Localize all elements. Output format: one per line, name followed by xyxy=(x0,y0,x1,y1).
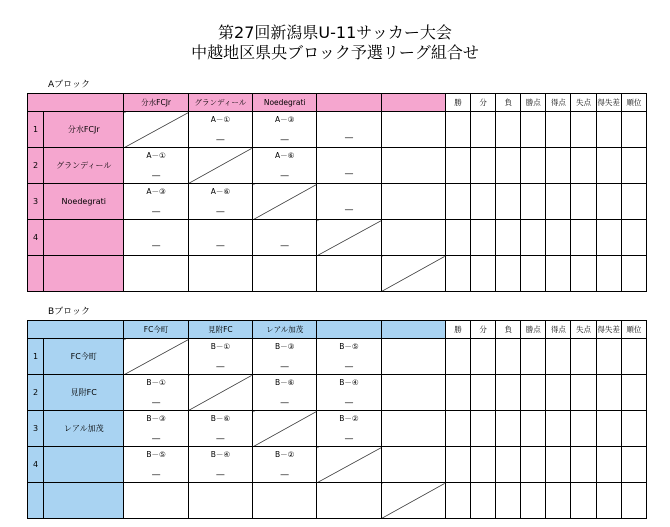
header-corner xyxy=(28,321,124,339)
match-cell xyxy=(188,411,252,447)
score-dash: — xyxy=(344,398,354,408)
row-number: 2 xyxy=(28,375,44,411)
match-cell xyxy=(317,112,381,148)
match-code: B－③ xyxy=(146,414,166,423)
match-cell xyxy=(317,375,381,411)
score-dash: — xyxy=(280,171,290,181)
table-row xyxy=(28,375,647,411)
match-cell xyxy=(253,447,317,483)
match-code: B－④ xyxy=(210,450,231,459)
row-number: 1 xyxy=(28,112,44,148)
column-team-4 xyxy=(317,321,381,339)
table-row xyxy=(28,339,647,375)
match-cell xyxy=(188,184,252,220)
match-code: A－① xyxy=(146,151,166,160)
stat-cell xyxy=(496,184,521,220)
block-a-table xyxy=(27,93,647,292)
score-dash: — xyxy=(151,398,161,408)
match-code: B－② xyxy=(274,450,295,459)
stat-cell xyxy=(571,375,596,411)
row-number: 4 xyxy=(28,447,44,483)
empty-cell xyxy=(381,411,445,447)
stat-header-goal-diff: 得失差 xyxy=(596,94,621,112)
row-number: 2 xyxy=(28,148,44,184)
diagonal-cell xyxy=(317,220,381,256)
stat-cell xyxy=(521,411,546,447)
match-cell xyxy=(124,148,188,184)
tournament-title: 第27回新潟県U-11サッカー大会 xyxy=(218,23,452,42)
header-corner xyxy=(28,94,124,112)
match-cell xyxy=(188,112,252,148)
stat-cell xyxy=(496,112,521,148)
stat-cell xyxy=(445,112,470,148)
match-code: B－⑥ xyxy=(274,378,295,387)
stat-header-losses: 負 xyxy=(496,94,521,112)
tournament-subtitle: 中越地区県央ブロック予選リーグ組合せ xyxy=(191,43,479,62)
stat-cell xyxy=(596,411,621,447)
stat-header-rank: 順位 xyxy=(621,321,646,339)
empty-cell xyxy=(381,148,445,184)
stat-cell xyxy=(596,447,621,483)
stat-cell xyxy=(445,339,470,375)
stat-cell xyxy=(546,112,571,148)
score-dash: — xyxy=(215,470,225,480)
stat-cell xyxy=(471,112,496,148)
stat-cell xyxy=(496,220,521,256)
match-cell xyxy=(124,447,188,483)
stat-cell xyxy=(521,220,546,256)
stat-cell xyxy=(496,483,521,519)
row-number: 3 xyxy=(28,184,44,220)
score-dash: — xyxy=(215,135,225,145)
table-row xyxy=(28,256,647,292)
row-team-name: 見附FC xyxy=(44,375,124,411)
column-team-5 xyxy=(381,321,445,339)
stat-cell xyxy=(445,447,470,483)
row-number xyxy=(28,256,44,292)
stat-cell xyxy=(496,447,521,483)
stat-cell xyxy=(471,375,496,411)
column-team-2: 見附FC xyxy=(188,321,252,339)
stat-cell xyxy=(445,148,470,184)
row-number: 3 xyxy=(28,411,44,447)
stat-cell xyxy=(546,220,571,256)
stat-cell xyxy=(496,339,521,375)
row-number xyxy=(28,483,44,519)
stat-cell xyxy=(571,184,596,220)
match-code: B－③ xyxy=(274,342,295,351)
stat-cell xyxy=(546,483,571,519)
stat-cell xyxy=(471,148,496,184)
stat-cell xyxy=(521,375,546,411)
stat-cell xyxy=(546,148,571,184)
match-code: A－③ xyxy=(146,187,166,196)
stat-header-draws: 分 xyxy=(471,94,496,112)
stat-cell xyxy=(571,112,596,148)
match-cell xyxy=(124,411,188,447)
match-cell xyxy=(317,339,381,375)
row-team-name: レアル加茂 xyxy=(44,411,124,447)
stat-cell xyxy=(521,112,546,148)
stat-header-goals-against: 失点 xyxy=(571,321,596,339)
score-dash: — xyxy=(280,470,290,480)
score-dash: — xyxy=(344,362,354,372)
empty-cell xyxy=(381,220,445,256)
stat-cell xyxy=(546,447,571,483)
stat-cell xyxy=(521,148,546,184)
stat-cell xyxy=(445,220,470,256)
table-row xyxy=(28,447,647,483)
row-team-name xyxy=(44,447,124,483)
row-team-name: 分水FCJr xyxy=(44,112,124,148)
empty-cell xyxy=(188,483,252,519)
score-dash: — xyxy=(151,171,161,181)
row-team-name xyxy=(44,483,124,519)
row-team-name: グランディール xyxy=(44,148,124,184)
block-a-label: Aブロック xyxy=(48,80,90,90)
stat-cell xyxy=(621,339,646,375)
match-code: A－⑥ xyxy=(275,151,295,160)
match-cell xyxy=(253,220,317,256)
stat-cell xyxy=(445,375,470,411)
table-row xyxy=(28,220,647,256)
stat-cell xyxy=(546,411,571,447)
table-row xyxy=(28,411,647,447)
column-team-5 xyxy=(381,94,445,112)
diagonal-cell xyxy=(253,184,317,220)
stat-cell xyxy=(571,339,596,375)
stat-cell xyxy=(596,148,621,184)
stat-cell xyxy=(496,375,521,411)
empty-cell xyxy=(381,375,445,411)
stat-cell xyxy=(596,375,621,411)
score-dash: — xyxy=(151,241,161,251)
score-dash: — xyxy=(215,434,225,444)
stat-cell xyxy=(445,184,470,220)
score-dash: — xyxy=(280,398,290,408)
match-cell xyxy=(317,411,381,447)
column-team-1: FC今町 xyxy=(124,321,188,339)
empty-cell xyxy=(188,256,252,292)
diagonal-cell xyxy=(381,256,445,292)
stat-cell xyxy=(571,220,596,256)
match-code: A－① xyxy=(210,115,231,124)
match-code: A－⑥ xyxy=(210,187,231,196)
empty-cell xyxy=(381,184,445,220)
match-cell xyxy=(124,184,188,220)
match-code: B－④ xyxy=(339,378,359,387)
stat-cell xyxy=(521,339,546,375)
match-code: A－③ xyxy=(275,115,295,124)
stat-header-losses: 負 xyxy=(496,321,521,339)
row-team-name: Noedegrati xyxy=(44,184,124,220)
match-code: B－① xyxy=(210,342,231,351)
stat-cell xyxy=(571,447,596,483)
empty-cell xyxy=(253,256,317,292)
column-team-4 xyxy=(317,94,381,112)
stat-header-goal-diff: 得失差 xyxy=(596,321,621,339)
match-cell xyxy=(124,375,188,411)
stat-cell xyxy=(445,256,470,292)
table-row xyxy=(28,112,647,148)
block-b-table xyxy=(27,320,647,519)
column-team-3: Noedegrati xyxy=(253,94,317,112)
match-cell xyxy=(188,339,252,375)
column-team-2: グランディール xyxy=(188,94,252,112)
stat-cell xyxy=(546,184,571,220)
stat-header-goals-for: 得点 xyxy=(546,321,571,339)
match-cell xyxy=(253,339,317,375)
score-dash: — xyxy=(280,362,290,372)
table-row xyxy=(28,184,647,220)
stat-cell xyxy=(546,339,571,375)
stat-cell xyxy=(596,184,621,220)
match-code: B－① xyxy=(146,378,166,387)
diagonal-cell xyxy=(188,148,252,184)
stat-cell xyxy=(621,375,646,411)
score-dash: — xyxy=(215,241,225,251)
stat-cell xyxy=(521,447,546,483)
stat-cell xyxy=(496,256,521,292)
empty-cell xyxy=(253,483,317,519)
stat-cell xyxy=(496,148,521,184)
stat-cell xyxy=(445,411,470,447)
diagonal-cell xyxy=(253,411,317,447)
score-dash: — xyxy=(344,169,354,179)
stat-cell xyxy=(471,256,496,292)
empty-cell xyxy=(317,256,381,292)
block-b-label: Bブロック xyxy=(48,307,90,317)
stat-cell xyxy=(471,339,496,375)
empty-cell xyxy=(381,112,445,148)
score-dash: — xyxy=(151,434,161,444)
stat-cell xyxy=(621,447,646,483)
match-cell xyxy=(253,112,317,148)
stat-cell xyxy=(571,483,596,519)
match-cell xyxy=(253,375,317,411)
stat-cell xyxy=(571,411,596,447)
stat-cell xyxy=(621,256,646,292)
empty-cell xyxy=(381,339,445,375)
stat-cell xyxy=(521,256,546,292)
stat-cell xyxy=(596,483,621,519)
match-cell xyxy=(317,148,381,184)
stat-header-goals-against: 失点 xyxy=(571,94,596,112)
row-team-name: FC今町 xyxy=(44,339,124,375)
row-number: 4 xyxy=(28,220,44,256)
empty-cell xyxy=(124,256,188,292)
stat-header-points: 勝点 xyxy=(521,94,546,112)
stat-cell xyxy=(596,256,621,292)
match-code: B－⑥ xyxy=(210,414,231,423)
table-row xyxy=(28,483,647,519)
stat-cell xyxy=(571,148,596,184)
score-dash: — xyxy=(344,205,354,215)
match-cell xyxy=(253,148,317,184)
score-dash: — xyxy=(280,241,290,251)
stat-header-wins: 勝 xyxy=(445,94,470,112)
stat-cell xyxy=(445,483,470,519)
match-code: B－⑤ xyxy=(146,450,166,459)
match-cell xyxy=(317,184,381,220)
stat-cell xyxy=(596,220,621,256)
stat-cell xyxy=(596,112,621,148)
empty-cell xyxy=(317,483,381,519)
score-dash: — xyxy=(344,434,354,444)
stat-cell xyxy=(546,375,571,411)
stat-header-wins: 勝 xyxy=(445,321,470,339)
match-cell xyxy=(124,220,188,256)
stat-cell xyxy=(521,483,546,519)
score-dash: — xyxy=(215,207,225,217)
stat-header-rank: 順位 xyxy=(621,94,646,112)
column-team-1: 分水FCJr xyxy=(124,94,188,112)
stat-cell xyxy=(471,483,496,519)
score-dash: — xyxy=(215,362,225,372)
diagonal-cell xyxy=(381,483,445,519)
stat-cell xyxy=(471,447,496,483)
score-dash: — xyxy=(151,470,161,480)
stat-cell xyxy=(521,184,546,220)
stat-header-goals-for: 得点 xyxy=(546,94,571,112)
diagonal-cell xyxy=(124,339,188,375)
stat-cell xyxy=(621,148,646,184)
diagonal-cell xyxy=(188,375,252,411)
stat-cell xyxy=(496,411,521,447)
empty-cell xyxy=(381,447,445,483)
match-code: B－⑤ xyxy=(339,342,359,351)
stat-cell xyxy=(596,339,621,375)
diagonal-cell xyxy=(317,447,381,483)
stat-cell xyxy=(621,184,646,220)
stat-cell xyxy=(621,483,646,519)
match-cell xyxy=(188,447,252,483)
stat-cell xyxy=(471,220,496,256)
match-cell xyxy=(188,220,252,256)
score-dash: — xyxy=(344,133,354,143)
row-team-name xyxy=(44,256,124,292)
stat-cell xyxy=(471,411,496,447)
stat-cell xyxy=(546,256,571,292)
column-team-3: レアル加茂 xyxy=(253,321,317,339)
stat-cell xyxy=(621,220,646,256)
stat-header-points: 勝点 xyxy=(521,321,546,339)
stat-cell xyxy=(471,184,496,220)
stat-cell xyxy=(571,256,596,292)
score-dash: — xyxy=(151,207,161,217)
stat-cell xyxy=(621,112,646,148)
table-row xyxy=(28,148,647,184)
stat-header-draws: 分 xyxy=(471,321,496,339)
diagonal-cell xyxy=(124,112,188,148)
row-team-name xyxy=(44,220,124,256)
score-dash: — xyxy=(280,135,290,145)
stat-cell xyxy=(621,411,646,447)
row-number: 1 xyxy=(28,339,44,375)
empty-cell xyxy=(124,483,188,519)
match-code: B－② xyxy=(339,414,359,423)
